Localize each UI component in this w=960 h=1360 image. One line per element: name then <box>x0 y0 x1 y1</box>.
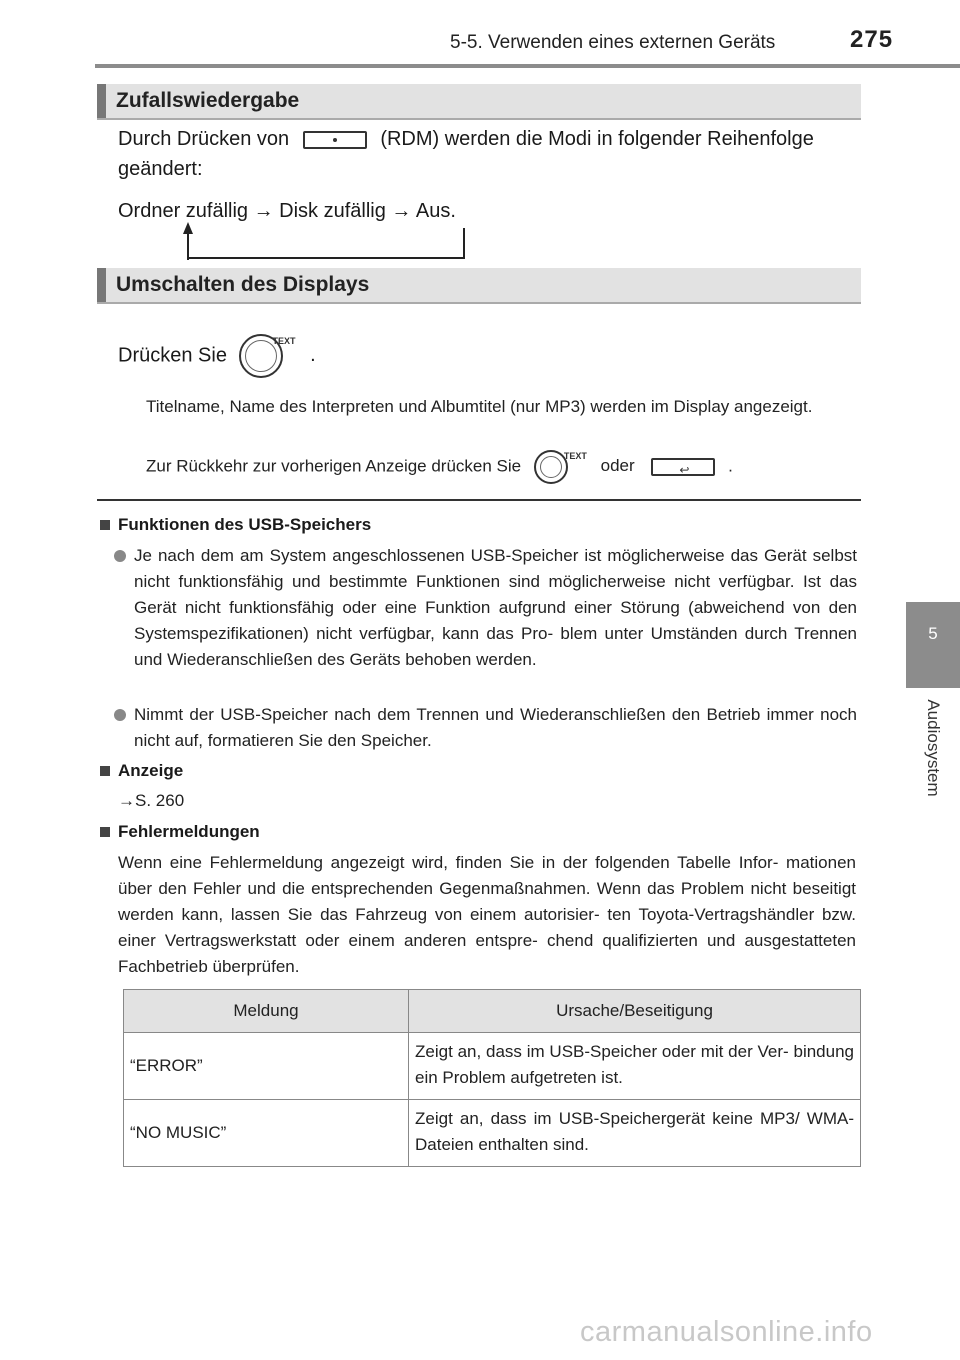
section-rule <box>97 118 861 120</box>
cycle-arrow-icon <box>176 222 476 262</box>
section-heading-display: Umschalten des Displays <box>97 268 861 302</box>
table-cell-cause: Zeigt an, dass im USB-Speicher oder mit der Ver- bindung ein Problem aufgetreten ist. <box>409 1033 861 1100</box>
table-header-cell: Meldung <box>124 990 409 1033</box>
display-note-1: Titelname, Name des Interpreten und Albumtitel (nur MP3) werden im Display angezeigt. <box>146 397 813 416</box>
section-rule <box>97 302 861 304</box>
square-bullet-icon <box>100 766 110 776</box>
anzeige-heading: Anzeige <box>118 761 184 780</box>
table-row <box>124 1033 861 1100</box>
page-number: 275 <box>850 26 894 53</box>
chapter-tab-number: 5 <box>928 624 938 643</box>
display-note-2 <box>146 450 733 484</box>
section-divider <box>97 499 861 501</box>
running-header-section: 5-5. Verwenden eines externen Geräts <box>450 32 776 53</box>
chapter-tab <box>906 602 960 688</box>
table-cell-message: “NO MUSIC” <box>124 1100 409 1167</box>
random-text-line2: geändert: <box>118 158 203 180</box>
display-note-2-after: . <box>728 456 733 476</box>
chapter-tab-label-box <box>906 688 960 828</box>
watermark: carmanualsonline.info <box>580 1316 873 1348</box>
usb-heading: Funktionen des USB-Speichers <box>118 515 372 534</box>
rdm-button-icon <box>303 131 367 149</box>
section-heading-random: Zufallswiedergabe <box>97 84 861 118</box>
random-text-after: (RDM) werden die Modi in folgender Reihenfolge <box>380 128 814 150</box>
random-paragraph <box>118 124 863 226</box>
square-bullet-icon <box>100 520 110 530</box>
usb-bullet-2 <box>114 702 857 754</box>
display-press-line <box>118 334 316 378</box>
table-header-cell: Ursache/Beseitigung <box>409 990 861 1033</box>
header-rule <box>95 64 960 68</box>
table-cell-message: “ERROR” <box>124 1033 409 1100</box>
usb-bullet-1 <box>114 543 857 673</box>
usb-heading-row <box>100 515 371 535</box>
round-bullet-icon <box>114 550 126 562</box>
errors-heading: Fehlermeldungen <box>118 822 260 841</box>
anzeige-ref[interactable]: →S. 260 <box>118 791 185 810</box>
return-button-icon: ↩ <box>651 458 715 476</box>
display-press-before: Drücken Sie <box>118 344 227 367</box>
display-note-2-before: Zur Rückkehr zur vorherigen Anzeige drücken Sie <box>146 456 522 476</box>
usb-bullet-1-text: Je nach dem am System angeschlossenen USB-Speicher ist möglicherweise das Gerät selbst nicht funktionsfähig und bestimmte Funktionen sind möglicherweise nicht verfügbar. Ist das Gerät nicht funktionsfähig oder eine Funktion aufgrund einer Störung (abweichend von den Systemspezifikationen) nicht verfügbar, kann das Pro- blem unter Umständen durch Trennen und Wiederanschließen des Geräts behoben werden. <box>134 546 857 669</box>
table-header-row <box>124 990 861 1033</box>
error-table <box>123 989 861 1167</box>
table-cell-cause: Zeigt an, dass im USB-Speichergerät keine MP3/ WMA-Dateien enthalten sind. <box>409 1100 861 1167</box>
random-sequence: Ordner zufällig → Disk zufällig → Aus. <box>118 200 456 222</box>
random-text-before: Durch Drücken von <box>118 128 290 150</box>
display-press-after: . <box>310 344 316 367</box>
chapter-tab-label: Audiosystem <box>924 699 943 797</box>
display-note-2-mid: oder <box>600 456 635 476</box>
round-bullet-icon <box>114 709 126 721</box>
square-bullet-icon <box>100 827 110 837</box>
usb-bullet-2-text: Nimmt der USB-Speicher nach dem Trennen und Wiederanschließen den Betrieb immer noch nicht auf, formatieren Sie den Speicher. <box>134 705 857 750</box>
errors-paragraph: Wenn eine Fehlermeldung angezeigt wird, finden Sie in der folgenden Tabelle Infor- mationen über den Fehler und die entsprechenden Gegenmaßnahmen. Wenn das Problem nicht beseitigt werden kann, lassen Sie das Fahrzeug von einem autorisier- ten Toyota-Vertragshändler bzw. einer Vertragswerkstatt oder einem anderen entspre- chend qualifizierten und ausgestatteten Fachbetrieb überprüfen. <box>118 853 856 976</box>
table-row <box>124 1100 861 1167</box>
text-knob-icon: TEXT <box>239 334 283 378</box>
text-knob-icon-small: TEXT <box>534 450 568 484</box>
anzeige-heading-row <box>100 761 183 781</box>
errors-heading-row <box>100 822 260 842</box>
